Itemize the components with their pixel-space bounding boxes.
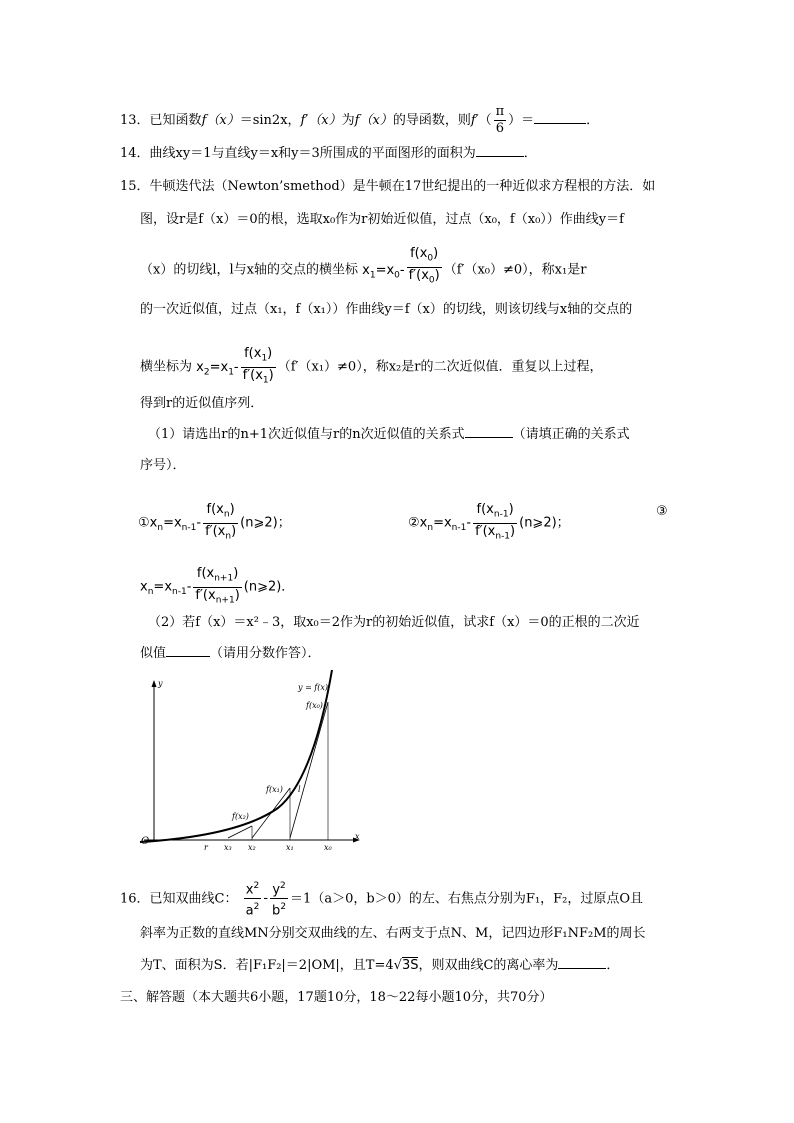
q13-answer-blank[interactable] — [534, 111, 586, 124]
newton-method-figure — [138, 668, 368, 858]
label-x3: x₃ — [224, 843, 232, 852]
q14-text: 曲线xy＝1与直线y＝x和y＝3所围成的平面图形的面积为 — [149, 146, 476, 161]
label-fx1: f(x₁) — [266, 785, 283, 794]
q15-sub1-line-2: 序号）． — [140, 458, 186, 473]
q13-text-2: 为 — [341, 113, 355, 128]
tangent-at-x0 — [290, 702, 328, 838]
q13-eq: ＝sin2x， — [239, 113, 301, 128]
q13-text-1: 已知函数 — [149, 113, 202, 128]
y-axis-label: y — [158, 679, 163, 688]
q14-answer-blank[interactable] — [476, 144, 524, 157]
q15-sub2-line-1: （2）若f（x）＝x²﹣3，取x₀＝2作为r的初始近似值，试求f（x）＝0的正根的二次近 — [148, 615, 640, 630]
q16-line-1: 16．已知双曲线C： $\frac{x^2}{a^2}$ - $\frac{y^2}{b^2}$ ＝1（a＞0，b＞0）的左、右焦点分别为F₁，F₂，过原点O且 — [120, 878, 643, 920]
q15-formula-x2: $x_2=x_1-$ $\frac{f(x_1)}{f'(x_1)}$ — [196, 346, 274, 386]
q13-fx2: f（x） — [354, 113, 393, 128]
q16-number: 16． — [120, 891, 150, 907]
q13-pi-over-6: $\frac{\pi}{6}$ — [495, 104, 505, 136]
q16-sqrt-3s: √3S — [393, 958, 419, 973]
q14-number: 14． — [120, 146, 150, 161]
label-tangent-l: l — [298, 785, 301, 794]
q16-line-2: 斜率为正数的直线MN分别交双曲线的左、右两支于点N、M，记四边形F₁NF₂M的周长 — [140, 926, 646, 941]
label-x2: x₂ — [248, 843, 256, 852]
q16-hyperbola-eq: $\frac{x^2}{a^2}$ - $\frac{y^2}{b^2}$ — [242, 891, 290, 906]
q15-line-5: 横坐标为 $x_2=x_1-$ $\frac{f(x_1)}{f'(x_1)}$ （f′（x₁）≠0），称x₂是r的二次近似值．重复以上过程， — [140, 346, 603, 386]
label-fx2: f(x₂) — [232, 812, 249, 821]
y-axis-arrow — [152, 680, 157, 687]
q15-line-2: 图，设r是f（x）＝0的根，选取x₀作为r初始近似值，过点（x₀，f（x₀））作曲线y＝f — [140, 212, 624, 227]
label-x1: x₁ — [286, 843, 294, 852]
label-x0: x₀ — [324, 843, 332, 852]
q14-line: 14．曲线xy＝1与直线y＝x和y＝3所围成的平面图形的面积为 ． — [120, 146, 537, 161]
q15-sub2-blank[interactable] — [166, 644, 210, 657]
q15-formula-x1: $x_1=x_0-$ $\frac{f(x_0)}{f'(x_0)}$ — [362, 246, 440, 286]
q15-number: 15． — [120, 179, 150, 194]
q16-line-3: 为T、面积为S．若|F₁F₂|＝2|OM|，且T=4√3S，则双曲线C的离心率为 ． — [140, 958, 620, 973]
q15-line-1: 15．牛顿迭代法（Newton’smethod）是牛顿在17世纪提出的一种近似求方程根的方法．如 — [120, 179, 656, 194]
q15-sub1-line-1: （1）请选出r的n+1次近似值与r的n次近似值的关系式 （请填正确的关系式 — [148, 427, 630, 442]
q15-option-3-marker: ③ — [656, 504, 668, 519]
q16-answer-blank[interactable] — [558, 956, 606, 969]
q15-line-3: （x）的切线l，l与x轴的交点的横坐标 $x_1=x_0-$ $\frac{f(x_0)}{f'(x_0)}$ （f′（x₀）≠0），称x₁是r — [140, 246, 587, 286]
label-r: r — [204, 843, 208, 852]
q15-line-6: 得到r的近似值序列． — [140, 396, 264, 411]
q15-option-2: $②x_n=x_{n-1}-$ $\frac{f(x_{n-1})}{f'(x_{n-1})}$ (n⩾2)； — [408, 502, 570, 542]
curve-label: y = f(x) — [298, 683, 329, 692]
q13-eq2: ）＝ — [508, 113, 535, 128]
q13-number: 13． — [120, 113, 150, 128]
q13-fp: f′ — [470, 113, 479, 128]
q15-option-3: $x_n=x_{n-1}-$ $\frac{f(x_{n+1})}{f'(x_{n+1})}$ (n⩾2)． — [140, 566, 295, 606]
q15-sub1-blank[interactable] — [465, 425, 513, 438]
origin-label: O — [141, 836, 150, 847]
x-axis-label: x — [355, 832, 360, 841]
q13-line: 13．已知函数f（x）＝sin2x，f′（x）为f（x）的导函数，则f′（ $\frac{\pi}{6}$ ）＝ ． — [120, 104, 600, 136]
q13-text-3: 的导函数，则 — [392, 113, 471, 128]
tangent-at-x1 — [252, 788, 290, 838]
label-fx0: f(x₀) — [306, 701, 323, 710]
q15-sub2-line-2: 似值 （请用分数作答）． — [140, 646, 321, 661]
section-3-heading: 三、解答题（本大题共6小题，17题10分，18～22每小题10分，共70分） — [120, 990, 553, 1005]
q13-fpx: f′（x） — [300, 113, 342, 128]
q15-line-4: 的一次近似值，过点（x₁，f（x₁））作曲线y＝f（x）的切线，则该切线与x轴的交点的 — [140, 302, 633, 317]
q15-option-1: $①x_n=x_{n-1}-$ $\frac{f(x_n)}{f'(x_n)}$ (n⩾2)； — [138, 502, 291, 542]
q13-fx: f（x） — [201, 113, 240, 128]
